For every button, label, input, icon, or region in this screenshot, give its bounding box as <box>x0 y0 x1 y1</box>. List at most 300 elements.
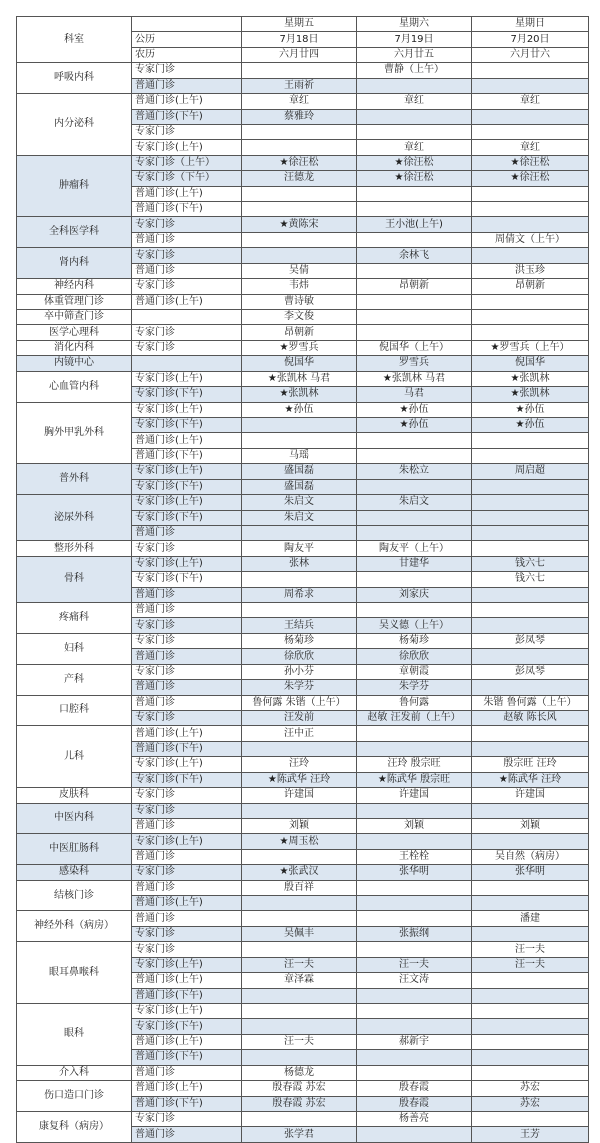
clinic-type: 专家门诊 <box>132 541 242 556</box>
doctor-cell-sat <box>357 510 472 525</box>
doctor-cell-sat <box>357 124 472 139</box>
doctor-cell-sat: 曹静（上午） <box>357 63 472 78</box>
doctor-cell-sun <box>472 448 589 463</box>
schedule-row <box>17 556 589 571</box>
doctor-cell-sat: 张华明 <box>357 865 472 880</box>
doctor-cell-sun <box>472 248 589 263</box>
doctor-cell-sun: 昂朝新 <box>472 279 589 294</box>
doctor-cell-fri: 孙小芬 <box>242 664 357 679</box>
header-weekday-row <box>17 17 589 32</box>
doctor-cell-fri: 吴倩 <box>242 263 357 278</box>
doctor-cell-fri <box>242 1111 357 1126</box>
doctor-cell-sun <box>472 926 589 941</box>
doctor-cell-sat: 杨善亮 <box>357 1111 472 1126</box>
clinic-type: 普通门诊(上午) <box>132 294 242 309</box>
doctor-cell-sat <box>357 896 472 911</box>
clinic-type: 专家门诊(下午) <box>132 1019 242 1034</box>
doctor-cell-sun: ★孙伍 <box>472 417 589 432</box>
schedule-row <box>17 325 589 340</box>
clinic-type: 专家门诊 <box>132 633 242 648</box>
clinic-type: 专家门诊 <box>132 618 242 633</box>
clinic-type: 专家门诊（上午） <box>132 155 242 170</box>
doctor-cell-sun <box>472 834 589 849</box>
lunar-label: 农历 <box>132 47 242 62</box>
doctor-cell-fri: 殷百祥 <box>242 880 357 895</box>
department-name: 呼吸内科 <box>17 63 132 94</box>
doctor-cell-fri: 汪一夫 <box>242 1034 357 1049</box>
doctor-cell-fri <box>242 248 357 263</box>
schedule-row <box>17 695 589 710</box>
doctor-cell-sat: 杨菊珍 <box>357 633 472 648</box>
clinic-type: 专家门诊 <box>132 803 242 818</box>
doctor-cell-sun: 彭凤琴 <box>472 664 589 679</box>
clinic-type: 专家门诊 <box>132 942 242 957</box>
doctor-cell-fri: 吴佩丰 <box>242 926 357 941</box>
doctor-cell-sun: 朱锴 鲁何露（上午） <box>472 695 589 710</box>
clinic-type: 专家门诊 <box>132 124 242 139</box>
doctor-cell-sat <box>357 880 472 895</box>
department-name: 医学心理科 <box>17 325 132 340</box>
doctor-cell-sat <box>357 1004 472 1019</box>
doctor-cell-sun <box>472 680 589 695</box>
department-name: 神经外科（病房） <box>17 911 132 942</box>
doctor-cell-sun <box>472 479 589 494</box>
doctor-cell-fri: ★张武汉 <box>242 865 357 880</box>
doctor-cell-sun <box>472 587 589 602</box>
doctor-cell-sun: 王芳 <box>472 1127 589 1142</box>
doctor-cell-sun: 殷宗旺 汪玲 <box>472 757 589 772</box>
clinic-type <box>132 356 242 371</box>
clinic-type: 普通门诊 <box>132 649 242 664</box>
doctor-cell-fri <box>242 417 357 432</box>
department-name: 神经内科 <box>17 279 132 294</box>
doctor-cell-sun <box>472 433 589 448</box>
doctor-cell-sat <box>357 433 472 448</box>
doctor-cell-sat: 刘颖 <box>357 818 472 833</box>
clinic-type: 专家门诊(上午) <box>132 140 242 155</box>
department-name: 妇科 <box>17 633 132 664</box>
doctor-cell-fri: 刘颖 <box>242 818 357 833</box>
doctor-cell-sat: 罗雪兵 <box>357 356 472 371</box>
doctor-cell-fri <box>242 1019 357 1034</box>
doctor-cell-sun <box>472 1004 589 1019</box>
clinic-type: 普通门诊(上午) <box>132 186 242 201</box>
doctor-cell-sun <box>472 495 589 510</box>
doctor-cell-fri: ★孙伍 <box>242 402 357 417</box>
doctor-cell-sun: 刘颖 <box>472 818 589 833</box>
doctor-cell-fri: ★张凯林 <box>242 387 357 402</box>
schedule-row <box>17 664 589 679</box>
doctor-cell-fri: 徐欣欣 <box>242 649 357 664</box>
doctor-cell-sun: 赵敏 陈长风 <box>472 710 589 725</box>
department-name: 儿科 <box>17 726 132 788</box>
department-name: 内分泌科 <box>17 94 132 156</box>
doctor-cell-sun: ★张凯林 <box>472 387 589 402</box>
doctor-cell-fri: 杨德龙 <box>242 1065 357 1080</box>
doctor-cell-fri <box>242 803 357 818</box>
doctor-cell-sat <box>357 911 472 926</box>
department-name: 卒中筛查门诊 <box>17 310 132 325</box>
doctor-cell-sat: ★张凯林 马君 <box>357 371 472 386</box>
department-name: 整形外科 <box>17 541 132 556</box>
doctor-cell-sun: 许建国 <box>472 788 589 803</box>
schedule-row <box>17 726 589 741</box>
schedule-row <box>17 911 589 926</box>
doctor-cell-sun <box>472 124 589 139</box>
clinic-type: 专家门诊 <box>132 710 242 725</box>
department-name: 普外科 <box>17 464 132 495</box>
doctor-cell-fri: 盛国磊 <box>242 464 357 479</box>
doctor-cell-sat: ★徐汪松 <box>357 171 472 186</box>
doctor-cell-sun <box>472 988 589 1003</box>
doctor-cell-sun <box>472 618 589 633</box>
doctor-cell-fri <box>242 603 357 618</box>
doctor-cell-sat: 王小池(上午) <box>357 217 472 232</box>
department-name: 中医内科 <box>17 803 132 834</box>
clinic-type: 专家门诊（下午） <box>132 171 242 186</box>
doctor-cell-fri <box>242 1004 357 1019</box>
doctor-cell-sun <box>472 294 589 309</box>
schedule-row <box>17 63 589 78</box>
doctor-cell-sun: 汪一夫 <box>472 957 589 972</box>
schedule-row <box>17 294 589 309</box>
schedule-row <box>17 248 589 263</box>
department-name: 胸外甲乳外科 <box>17 402 132 464</box>
doctor-cell-sat: 张振纲 <box>357 926 472 941</box>
schedule-row <box>17 94 589 109</box>
schedule-row <box>17 633 589 648</box>
weekday-fri: 星期五 <box>242 17 357 32</box>
gregorian-date-fri: 7月18日 <box>242 32 357 47</box>
doctor-cell-sat: 昂朝新 <box>357 279 472 294</box>
schedule-table <box>16 16 589 1143</box>
doctor-cell-fri <box>242 849 357 864</box>
doctor-cell-fri <box>242 140 357 155</box>
doctor-cell-sat: 陶友平（上午） <box>357 541 472 556</box>
doctor-cell-sat: 汪文涛 <box>357 973 472 988</box>
doctor-cell-fri: 汪发前 <box>242 710 357 725</box>
doctor-cell-fri <box>242 525 357 540</box>
clinic-type: 专家门诊(下午) <box>132 572 242 587</box>
clinic-type: 普通门诊 <box>132 880 242 895</box>
doctor-cell-sun <box>472 63 589 78</box>
schedule-row <box>17 310 589 325</box>
doctor-cell-sat: 郝新宇 <box>357 1034 472 1049</box>
schedule-row <box>17 788 589 803</box>
clinic-type: 专家门诊 <box>132 865 242 880</box>
doctor-cell-sat: ★徐汪松 <box>357 155 472 170</box>
schedule-row <box>17 942 589 957</box>
doctor-cell-sat: 马君 <box>357 387 472 402</box>
clinic-type: 普通门诊 <box>132 849 242 864</box>
doctor-cell-sun: 汪一夫 <box>472 942 589 957</box>
doctor-cell-fri: 张林 <box>242 556 357 571</box>
doctor-cell-sat <box>357 232 472 247</box>
doctor-cell-fri: 朱学芬 <box>242 680 357 695</box>
doctor-cell-sun <box>472 973 589 988</box>
doctor-cell-sat: 余林飞 <box>357 248 472 263</box>
doctor-cell-fri: 朱启文 <box>242 495 357 510</box>
schedule-row <box>17 279 589 294</box>
doctor-cell-sun: 周倩文（上午） <box>472 232 589 247</box>
schedule-row <box>17 541 589 556</box>
doctor-cell-fri: ★张凯林 马君 <box>242 371 357 386</box>
weekday-sun: 星期日 <box>472 17 589 32</box>
doctor-cell-fri: 王雨祈 <box>242 78 357 93</box>
clinic-type: 普通门诊(上午) <box>132 433 242 448</box>
schedule-row <box>17 155 589 170</box>
clinic-type: 专家门诊(下午) <box>132 510 242 525</box>
department-name: 眼耳鼻喉科 <box>17 942 132 1004</box>
doctor-cell-sun: 洪玉珍 <box>472 263 589 278</box>
doctor-cell-sun: 吴自然（病房） <box>472 849 589 864</box>
doctor-cell-sat: 汪玲 殷宗旺 <box>357 757 472 772</box>
doctor-cell-sat: 章红 <box>357 140 472 155</box>
department-name: 康复科（病房） <box>17 1111 132 1142</box>
clinic-type: 专家门诊(上午) <box>132 402 242 417</box>
doctor-cell-sat: ★孙伍 <box>357 417 472 432</box>
doctor-cell-sat <box>357 834 472 849</box>
clinic-type: 专家门诊 <box>132 664 242 679</box>
department-name: 消化内科 <box>17 340 132 355</box>
clinic-type: 普通门诊 <box>132 263 242 278</box>
clinic-type: 普通门诊(下午) <box>132 1096 242 1111</box>
header-blank-cell <box>132 17 242 32</box>
corner-label: 科室 <box>17 17 132 63</box>
clinic-type: 普通门诊 <box>132 1065 242 1080</box>
department-name: 口腔科 <box>17 695 132 726</box>
doctor-cell-fri: 张学君 <box>242 1127 357 1142</box>
gregorian-label: 公历 <box>132 32 242 47</box>
doctor-cell-sun: 钱六七 <box>472 556 589 571</box>
doctor-cell-fri <box>242 63 357 78</box>
doctor-cell-sat <box>357 942 472 957</box>
lunar-date-sun: 六月廿六 <box>472 47 589 62</box>
doctor-cell-sat: ★陈武华 殷宗旺 <box>357 772 472 787</box>
clinic-type: 普通门诊(下午) <box>132 988 242 1003</box>
doctor-cell-sun <box>472 510 589 525</box>
lunar-date-sat: 六月廿五 <box>357 47 472 62</box>
schedule-row <box>17 1111 589 1126</box>
doctor-cell-fri <box>242 988 357 1003</box>
clinic-type: 专家门诊 <box>132 279 242 294</box>
department-name: 心血管内科 <box>17 371 132 402</box>
department-name: 肿瘤科 <box>17 155 132 217</box>
doctor-cell-sat <box>357 109 472 124</box>
doctor-cell-sat <box>357 263 472 278</box>
doctor-cell-fri: 汪德龙 <box>242 171 357 186</box>
department-name: 内镜中心 <box>17 356 132 371</box>
gregorian-date-sun: 7月20日 <box>472 32 589 47</box>
doctor-cell-fri: 朱启文 <box>242 510 357 525</box>
clinic-type <box>132 310 242 325</box>
doctor-cell-fri: 汪一夫 <box>242 957 357 972</box>
doctor-cell-sat: 王栓栓 <box>357 849 472 864</box>
doctor-cell-sat: 鲁何露 <box>357 695 472 710</box>
doctor-cell-sat: 许建国 <box>357 788 472 803</box>
clinic-type: 专家门诊 <box>132 325 242 340</box>
clinic-type: 普通门诊(下午) <box>132 109 242 124</box>
doctor-cell-sat: 刘家庆 <box>357 587 472 602</box>
doctor-cell-fri: 盛国磊 <box>242 479 357 494</box>
doctor-cell-sat <box>357 726 472 741</box>
doctor-cell-sat <box>357 186 472 201</box>
department-name: 中医肛肠科 <box>17 834 132 865</box>
clinic-type: 专家门诊(上午) <box>132 1004 242 1019</box>
doctor-cell-sat: 章朝霞 <box>357 664 472 679</box>
clinic-type: 专家门诊(下午) <box>132 417 242 432</box>
clinic-type: 普通门诊(下午) <box>132 741 242 756</box>
doctor-cell-fri <box>242 433 357 448</box>
schedule-row <box>17 464 589 479</box>
clinic-type: 专家门诊(下午) <box>132 772 242 787</box>
schedule-row <box>17 340 589 355</box>
doctor-cell-fri <box>242 1050 357 1065</box>
clinic-type: 专家门诊 <box>132 63 242 78</box>
clinic-type: 专家门诊 <box>132 926 242 941</box>
doctor-cell-fri: 倪国华 <box>242 356 357 371</box>
doctor-cell-fri <box>242 186 357 201</box>
doctor-cell-sun: 周启超 <box>472 464 589 479</box>
doctor-cell-fri <box>242 202 357 217</box>
doctor-cell-sun: 彭凤琴 <box>472 633 589 648</box>
doctor-cell-sun <box>472 741 589 756</box>
doctor-cell-fri: ★罗雪兵 <box>242 340 357 355</box>
doctor-cell-sat <box>357 1065 472 1080</box>
doctor-cell-fri: 曹诗敏 <box>242 294 357 309</box>
doctor-cell-sun: ★孙伍 <box>472 402 589 417</box>
doctor-cell-sun: 章红 <box>472 140 589 155</box>
doctor-cell-sat <box>357 310 472 325</box>
doctor-cell-fri <box>242 124 357 139</box>
schedule-row <box>17 834 589 849</box>
clinic-type: 普通门诊 <box>132 1127 242 1142</box>
weekday-sat: 星期六 <box>357 17 472 32</box>
doctor-cell-fri: ★徐汪松 <box>242 155 357 170</box>
doctor-cell-sun: ★陈武华 汪玲 <box>472 772 589 787</box>
department-name: 体重管理门诊 <box>17 294 132 309</box>
doctor-cell-sun <box>472 109 589 124</box>
department-name: 骨科 <box>17 556 132 602</box>
clinic-type: 专家门诊 <box>132 1111 242 1126</box>
clinic-type: 专家门诊 <box>132 217 242 232</box>
department-name: 感染科 <box>17 865 132 880</box>
doctor-cell-fri: 殷春霞 苏宏 <box>242 1081 357 1096</box>
doctor-cell-sat <box>357 603 472 618</box>
schedule-row <box>17 1004 589 1019</box>
doctor-cell-sun: ★徐汪松 <box>472 171 589 186</box>
schedule-row <box>17 880 589 895</box>
doctor-cell-fri: 马瑶 <box>242 448 357 463</box>
doctor-cell-fri <box>242 911 357 926</box>
doctor-cell-fri <box>242 942 357 957</box>
doctor-cell-fri <box>242 572 357 587</box>
schedule-row <box>17 803 589 818</box>
schedule-row <box>17 217 589 232</box>
clinic-type: 专家门诊(上午) <box>132 834 242 849</box>
department-name: 产科 <box>17 664 132 695</box>
clinic-type: 专家门诊(上午) <box>132 556 242 571</box>
doctor-cell-sat <box>357 803 472 818</box>
doctor-cell-sun: 苏宏 <box>472 1081 589 1096</box>
doctor-cell-sat <box>357 78 472 93</box>
clinic-type: 专家门诊(上午) <box>132 371 242 386</box>
doctor-cell-sun: ★张凯林 <box>472 371 589 386</box>
doctor-cell-sat: 倪国华（上午） <box>357 340 472 355</box>
doctor-cell-fri: 汪玲 <box>242 757 357 772</box>
doctor-cell-fri: 杨菊珍 <box>242 633 357 648</box>
doctor-cell-sat: 朱启文 <box>357 495 472 510</box>
doctor-cell-sun <box>472 541 589 556</box>
doctor-cell-fri: 周希求 <box>242 587 357 602</box>
gregorian-date-sat: 7月19日 <box>357 32 472 47</box>
department-name: 皮肤科 <box>17 788 132 803</box>
clinic-type: 普通门诊 <box>132 603 242 618</box>
doctor-cell-sun <box>472 649 589 664</box>
doctor-cell-sat: 吴义德（上午） <box>357 618 472 633</box>
doctor-cell-sun <box>472 310 589 325</box>
clinic-type: 普通门诊 <box>132 78 242 93</box>
doctor-cell-sat: 朱松立 <box>357 464 472 479</box>
department-name: 肾内科 <box>17 248 132 279</box>
doctor-cell-sat <box>357 325 472 340</box>
doctor-cell-sun <box>472 880 589 895</box>
doctor-cell-sat <box>357 525 472 540</box>
schedule-row <box>17 603 589 618</box>
department-name: 介入科 <box>17 1065 132 1080</box>
doctor-cell-fri: 昂朝新 <box>242 325 357 340</box>
clinic-type: 普通门诊 <box>132 911 242 926</box>
clinic-type: 普通门诊 <box>132 680 242 695</box>
doctor-cell-sat <box>357 202 472 217</box>
schedule-row <box>17 371 589 386</box>
doctor-cell-sun: 章红 <box>472 94 589 109</box>
doctor-cell-sat <box>357 479 472 494</box>
doctor-cell-sat <box>357 1050 472 1065</box>
doctor-cell-sun <box>472 803 589 818</box>
doctor-cell-fri: 许建国 <box>242 788 357 803</box>
doctor-cell-sun <box>472 726 589 741</box>
doctor-cell-sun: 钱六七 <box>472 572 589 587</box>
doctor-cell-sun: 苏宏 <box>472 1096 589 1111</box>
doctor-cell-fri: 韦炜 <box>242 279 357 294</box>
doctor-cell-fri: 殷春霞 苏宏 <box>242 1096 357 1111</box>
department-name: 疼痛科 <box>17 603 132 634</box>
clinic-type: 普通门诊(下午) <box>132 1050 242 1065</box>
schedule-row <box>17 402 589 417</box>
clinic-type: 普通门诊(上午) <box>132 94 242 109</box>
doctor-cell-fri: 陶友平 <box>242 541 357 556</box>
clinic-type: 普通门诊(下午) <box>132 202 242 217</box>
clinic-type: 普通门诊 <box>132 525 242 540</box>
doctor-cell-sat: 赵敏 汪发前（上午） <box>357 710 472 725</box>
schedule-document <box>16 16 588 1143</box>
clinic-type: 普通门诊 <box>132 587 242 602</box>
clinic-type: 专家门诊(上午) <box>132 495 242 510</box>
doctor-cell-sun: 张华明 <box>472 865 589 880</box>
clinic-type: 专家门诊(下午) <box>132 387 242 402</box>
doctor-cell-fri <box>242 741 357 756</box>
doctor-cell-sat <box>357 988 472 1003</box>
doctor-cell-sun <box>472 896 589 911</box>
department-name: 结核门诊 <box>17 880 132 911</box>
doctor-cell-sun <box>472 1111 589 1126</box>
clinic-type: 普通门诊 <box>132 232 242 247</box>
doctor-cell-sun: ★罗雪兵（上午） <box>472 340 589 355</box>
doctor-cell-fri: 章红 <box>242 94 357 109</box>
doctor-cell-sun <box>472 1050 589 1065</box>
doctor-cell-sun: 潘建 <box>472 911 589 926</box>
